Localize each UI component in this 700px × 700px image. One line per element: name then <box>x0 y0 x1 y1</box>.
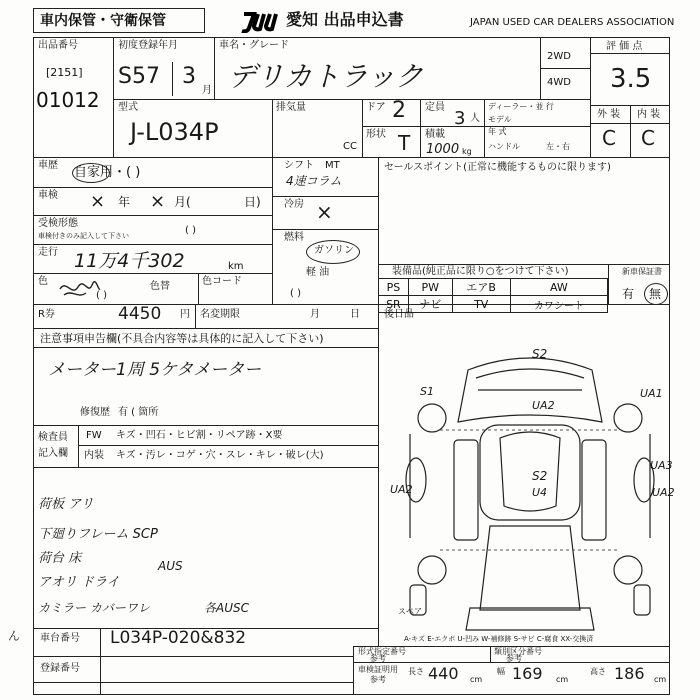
spare-label: スペア <box>398 607 422 616</box>
type-number-label: 形式指定番号 <box>358 647 406 656</box>
width-value: 169 <box>512 664 543 683</box>
mileage-label: 走行 <box>38 247 58 258</box>
name-label: 車名・グレード <box>219 40 289 51</box>
height-unit: cm <box>654 675 667 684</box>
cert-sub: 参考 <box>370 675 386 684</box>
ju-logo-icon <box>240 11 282 37</box>
model-value: J-L034P <box>130 118 219 146</box>
color-code-label: 色コード <box>202 276 242 287</box>
width-label: 幅 <box>497 667 505 676</box>
registration-unit: 月 <box>202 85 212 96</box>
history-label: 車歴 <box>38 160 58 171</box>
comment-3: 荷台 床 <box>38 551 82 566</box>
model-year-label: モデル <box>488 115 512 124</box>
cert-label: 車検証明用 <box>358 665 398 674</box>
color-change-label: 色替 <box>150 281 170 292</box>
equip-airbag[interactable]: エアB <box>452 279 510 296</box>
category-sub: 参考 <box>506 654 522 663</box>
load-unit: kg <box>462 147 472 156</box>
equipment-table <box>378 278 608 313</box>
interior-insp-items: キズ・汚レ・コゲ・穴・スレ・キレ・破レ(大) <box>116 450 324 461</box>
shift-value: 4速コラム <box>286 174 342 188</box>
registration-label: 初度登録年月 <box>118 40 178 51</box>
inspection-day-unit: 日) <box>244 195 261 209</box>
fuel-gas: ガソリン <box>314 245 354 256</box>
storage-box <box>33 8 205 33</box>
name-change-label: 名変期限 <box>200 309 240 320</box>
shift-mt: MT <box>325 160 340 171</box>
shift-label: シフト <box>284 160 314 171</box>
dealer-label: ディーラー・並 行 <box>488 102 554 111</box>
repair-label: 修復歴 <box>80 407 110 418</box>
capacity-label: 定員 <box>425 102 445 113</box>
diagram-mark-s1: S1 <box>420 385 434 398</box>
diagram-mark-s2-top: S2 <box>532 347 548 361</box>
handle-label: ハンドル <box>488 142 520 151</box>
length-value: 440 <box>428 664 459 683</box>
displacement-label: 排気量 <box>276 102 306 113</box>
rating-value: 3.5 <box>610 64 652 94</box>
comment-2: 下廻りフレーム SCP <box>38 527 158 542</box>
length-unit: cm <box>470 675 483 684</box>
warranty-title: 新車保証書 <box>622 267 662 276</box>
year-label: 年 式 <box>488 127 507 136</box>
registration-era: S57 <box>118 64 160 89</box>
diagram-mark-ua2-hood: UA2 <box>532 399 555 412</box>
fuel-label: 燃料 <box>284 232 304 243</box>
storage-title: 車内保管・守衛保管 <box>40 13 166 29</box>
inspection-year-unit: 年 <box>118 195 131 209</box>
doors-value: 2 <box>392 98 406 123</box>
mileage-value: 11万4千302 <box>74 250 185 272</box>
height-value: 186 <box>614 664 645 683</box>
equip-navi[interactable]: ナビ <box>408 296 452 313</box>
margin-mark: ん <box>8 629 21 643</box>
comment-5: カミラー カバーワレ <box>38 601 150 615</box>
exterior-label: 外 装 <box>597 109 621 120</box>
type-number-sub: 参考 <box>370 654 386 663</box>
fw-label: FW <box>86 430 102 441</box>
equip-aw[interactable]: AW <box>510 279 607 296</box>
inspection-month-unit: 月( <box>174 195 191 209</box>
color-paren: ( ) <box>96 290 107 301</box>
drive-2wd[interactable]: 2WD <box>547 51 571 62</box>
name-change-month: 月 <box>310 309 320 320</box>
after-install-label: 後日品 <box>384 309 414 320</box>
model-label: 型式 <box>118 102 138 113</box>
inspection-label: 車検 <box>38 190 58 201</box>
category-label: 類別区分番号 <box>494 647 542 656</box>
diagram-mark-u4: U4 <box>532 486 548 499</box>
equip-ps[interactable]: PS <box>379 279 409 296</box>
notes-handwritten: メーター1周 5ケタメーター <box>48 360 262 380</box>
fuel-diesel: 軽 油 <box>306 267 330 278</box>
interior-label: 内 装 <box>637 109 661 120</box>
diagram-mark-ua2-right: UA2 <box>652 486 675 499</box>
reg-no-label: 登録番号 <box>40 663 80 674</box>
height-label: 高さ <box>590 667 606 676</box>
equip-leather[interactable]: カワシート <box>510 296 607 313</box>
color-label: 色 <box>38 276 48 287</box>
length-label: 長さ <box>408 667 424 676</box>
load-value: 1000 <box>426 142 460 157</box>
capacity-unit: 人 <box>470 113 480 124</box>
inspector-label-2: 記入欄 <box>38 448 68 459</box>
car-diagram <box>380 330 670 645</box>
inspector-label-1: 検査員 <box>38 432 68 443</box>
name-change-day: 日 <box>350 309 360 320</box>
registration-month: 3 <box>182 64 196 89</box>
handle-value[interactable]: 左・右 <box>546 142 570 151</box>
interior-insp-label: 内装 <box>84 450 104 461</box>
fw-items: キズ・凹石・ヒビ割・リペア跡・X要 <box>116 430 283 441</box>
inspection-strike-1: ⨯ <box>90 191 106 212</box>
exterior-grade: C <box>602 126 616 150</box>
history-value: 自家用・( ) <box>74 165 141 180</box>
diagram-mark-ua1: UA1 <box>640 387 663 400</box>
shape-value: T <box>398 131 411 155</box>
chassis-value: L034P-020&832 <box>110 628 247 648</box>
reception-label: 受検形態 <box>38 218 78 229</box>
equip-pw[interactable]: PW <box>408 279 452 296</box>
ac-label: 冷房 <box>284 199 304 210</box>
width-unit: cm <box>556 675 569 684</box>
diagram-mark-s2-roof: S2 <box>532 469 548 483</box>
capacity-value: 3 <box>454 108 466 129</box>
mileage-unit: km <box>228 261 244 272</box>
doors-label: ドア <box>366 102 386 113</box>
ac-value: × <box>316 200 333 224</box>
inspection-strike-2: ⨯ <box>150 191 166 212</box>
notes-title: 注意事項申告欄(不具合内容等は具体的に記入して下さい) <box>40 332 324 345</box>
recycle-label: R券 <box>38 309 55 320</box>
equip-sr[interactable]: SR <box>379 296 409 313</box>
comment-6: 各AUSC <box>204 601 249 615</box>
drive-4wd[interactable]: 4WD <box>547 77 571 88</box>
equip-tv[interactable]: TV <box>452 296 510 313</box>
car-name: デリカトラック <box>228 60 424 93</box>
sheet-title: 愛知 出品申込書 <box>286 10 404 29</box>
comment-aus: AUS <box>158 559 183 573</box>
recycle-unit: 円 <box>180 309 190 320</box>
diagram-mark-ua3: UA3 <box>650 459 673 472</box>
diagram-mark-ua2-left: UA2 <box>390 483 413 496</box>
reception-paren: ( ) <box>185 225 196 236</box>
lot-number: 01012 <box>36 88 100 112</box>
comment-1: 荷板 アリ <box>38 497 94 512</box>
lot-label: 出品番号 <box>38 40 78 51</box>
rating-label: 評 価 点 <box>606 41 643 52</box>
fuel-paren: ( ) <box>290 288 301 299</box>
recycle-value: 4450 <box>118 304 162 324</box>
comment-4: アオリ ドライ <box>38 575 120 590</box>
lot-sub: [2151] <box>46 66 83 79</box>
warranty-no[interactable]: 無 <box>649 287 662 301</box>
repair-value: 有 ( 箇所 <box>118 407 159 418</box>
warranty-yes[interactable]: 有 <box>622 287 635 301</box>
equipment-title: 装備品(純正品に限り○をつけて下さい) <box>392 266 569 277</box>
association-name: JAPAN USED CAR DEALERS ASSOCIATION <box>470 17 675 28</box>
load-label: 積載 <box>425 129 445 140</box>
displacement-unit: CC <box>343 141 357 152</box>
chassis-label: 車台番号 <box>40 633 80 644</box>
interior-grade: C <box>641 126 655 150</box>
damage-legend: A-キズ E-エクボ U-凹み W-補修跡 S-サビ C-腐食 XX-交換済 <box>404 635 594 643</box>
sales-label: セールスポイント(正常に機能するものに限ります) <box>384 162 611 173</box>
shape-label: 形状 <box>366 129 386 140</box>
reception-sub: 車検付きのみ記入して下さい <box>38 232 129 240</box>
